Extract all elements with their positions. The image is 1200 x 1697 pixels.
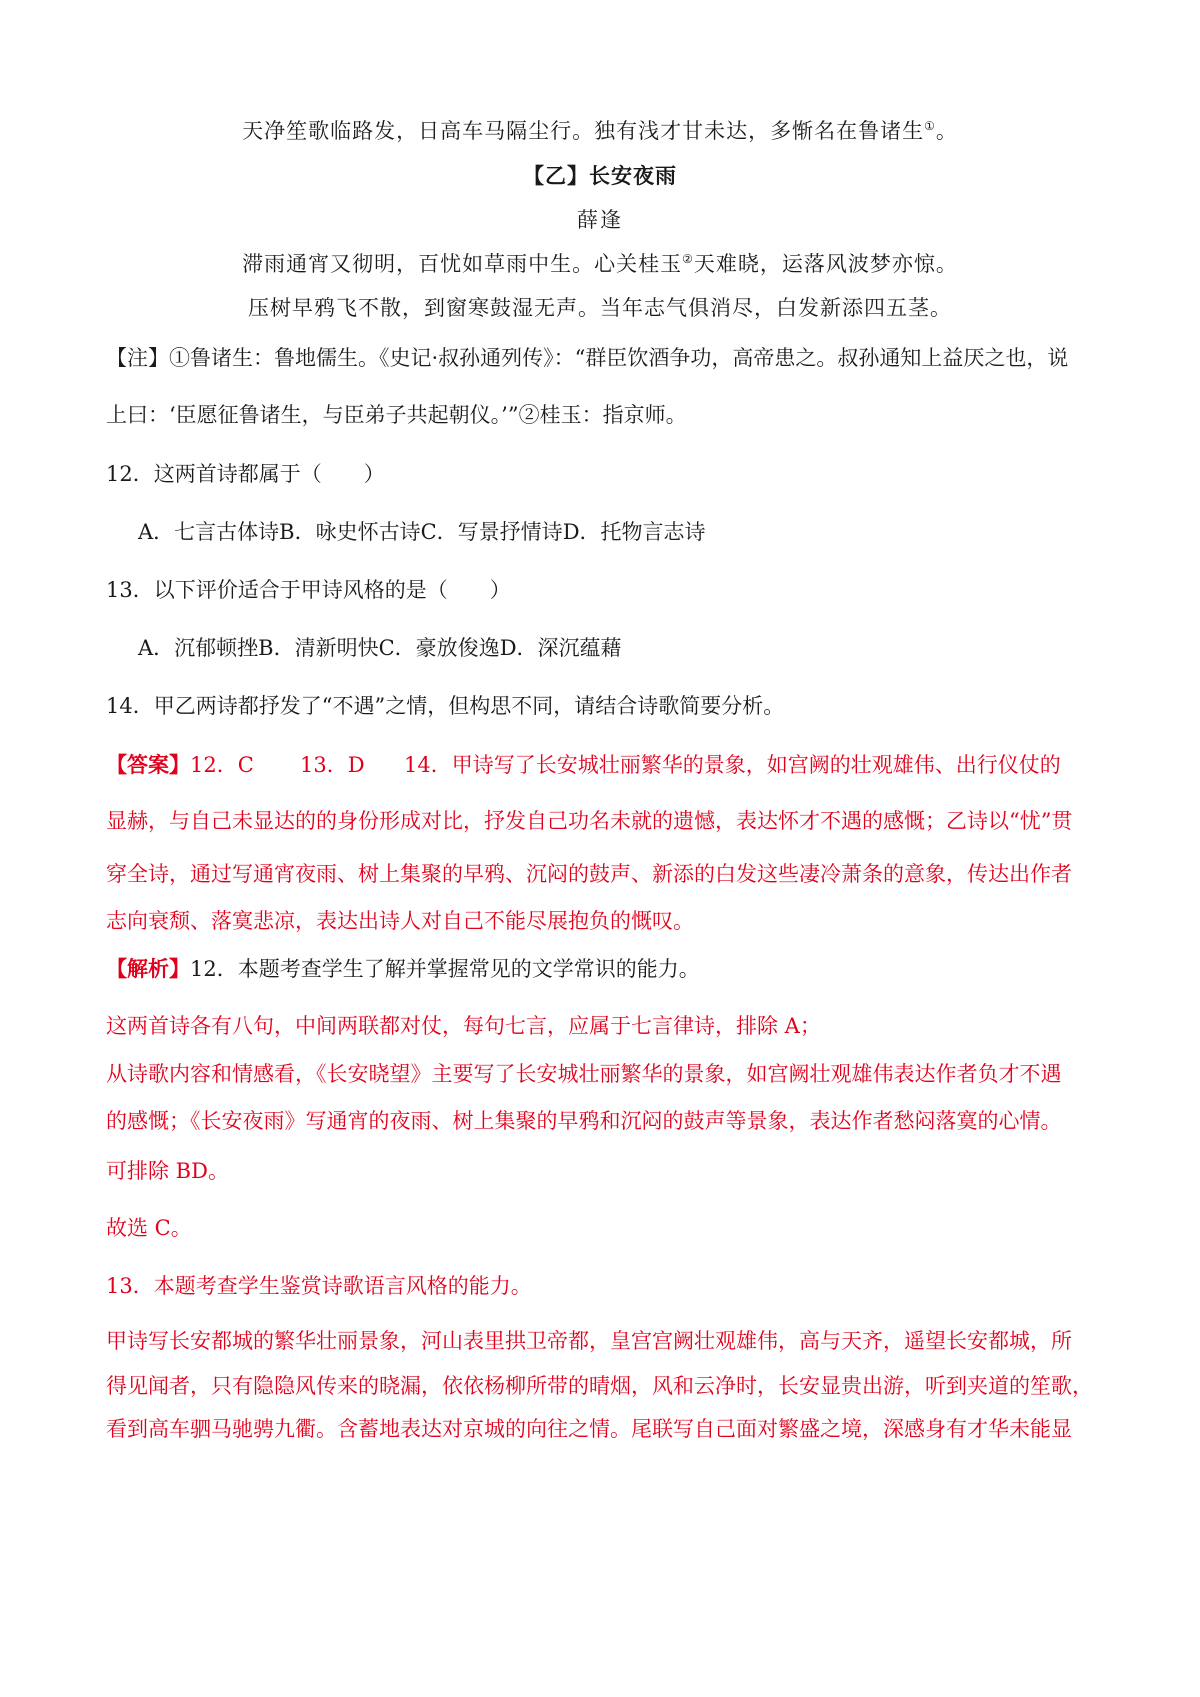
answer-line2: 显赫，与自己未显达的的身份形成对比，抒发自己功名未就的遗憾，表达怀才不遇的感慨；乙诗以“忧”贯 [106, 809, 1073, 833]
q13-option-d: D．深沉蕴藉 [499, 636, 622, 660]
answer-13: 13．D [300, 753, 365, 777]
poem-jia-last-line: 天净笙歌临路发，日高车马隔尘行。独有浅才甘未达，多惭名在鲁诸生①。 [242, 119, 958, 143]
analysis-line10: 看到高车驷马驰骋九衢。含蓄地表达对京城的向往之情。尾联写自己面对繁盛之境，深感身有才华未能显 [106, 1417, 1072, 1441]
question-13-stem: 13．以下评价适合于甲诗风格的是（ ） [106, 578, 511, 602]
poem-yi-line1-b: 天难晓，运落风波梦亦惊。 [693, 252, 958, 276]
answer-label: 【答案】 [106, 752, 190, 777]
q12-option-a: A．七言古体诗 [138, 520, 280, 544]
question-13-options [138, 632, 622, 662]
question-12-stem: 12．这两首诗都属于（ ） [106, 462, 385, 486]
poem-yi-title: 【乙】长安夜雨 [523, 163, 677, 188]
question-14-stem: 14．甲乙两诗都抒发了“不遇”之情，但构思不同，请结合诗歌简要分析。 [106, 694, 785, 718]
poem-jia-text: 天净笙歌临路发，日高车马隔尘行。独有浅才甘未达，多惭名在鲁诸生 [242, 119, 925, 143]
footnote-marker: ② [682, 252, 694, 266]
q13-option-a: A．沉郁顿挫 [138, 636, 259, 660]
footnote-marker: ① [924, 119, 936, 133]
analysis-12-intro: 12．本题考查学生了解并掌握常见的文学常识的能力。 [190, 957, 700, 981]
poem-yi-line1 [0, 248, 1200, 278]
answer-12: 12．C [190, 753, 254, 777]
poem-yi-line1-a: 滞雨通宵又彻明，百忧如草雨中生。心关桂玉 [242, 252, 683, 276]
analysis-line3: 从诗歌内容和情感看，《长安晓望》主要写了长安城壮丽繁华的景象，如宫阙壮观雄伟表达作者负才不遇 [106, 1062, 1062, 1086]
q12-option-b: B．咏史怀古诗 [279, 520, 421, 544]
notes-line2: 上曰：‘臣愿征鲁诸生，与臣弟子共起朝仪。’”②桂玉：指京师。 [106, 403, 687, 427]
q13-option-b: B．清新明快 [258, 636, 379, 660]
analysis-label: 【解析】 [106, 956, 190, 981]
analysis-line2: 这两首诗各有八句，中间两联都对仗，每句七言，应属于七言律诗，排除 A； [106, 1014, 821, 1038]
answer-line4: 志向衰颓、落寞悲凉，表达出诗人对自己不能尽展抱负的慨叹。 [106, 909, 694, 933]
q13-option-c: C．豪放俊逸 [378, 636, 500, 660]
analysis-line9: 得见闻者，只有隐隐风传来的晓漏，依依杨柳所带的晴烟，风和云净时，长安显贵出游，听到夹道的笙歌， [106, 1374, 1093, 1398]
answer-line3: 穿全诗，通过写通宵夜雨、树上集聚的早鸦、沉闷的鼓声、新添的白发这些凄冷萧条的意象，传达出作者 [106, 862, 1072, 886]
analysis-line7: 13．本题考查学生鉴赏诗歌语言风格的能力。 [106, 1274, 532, 1298]
analysis-line4: 的感慨；《长安夜雨》写通宵的夜雨、树上集聚的早鸦和沉闷的鼓声等景象，表达作者愁闷落寞的心情。 [106, 1109, 1062, 1133]
notes-line1: 【注】①鲁诸生：鲁地儒生。《史记·叔孙通列传》：“群臣饮酒争功，高帝患之。叔孙通知上益厌之也，说 [106, 346, 1069, 370]
q12-option-d: D．托物言志诗 [562, 520, 706, 544]
answer-line1 [106, 749, 1061, 779]
poem-yi-author: 薛逢 [577, 208, 623, 232]
analysis-line5: 可排除 BD。 [106, 1159, 229, 1183]
q12-option-c: C．写景抒情诗 [420, 520, 563, 544]
analysis-line1 [106, 953, 700, 983]
analysis-line8: 甲诗写长安都城的繁华壮丽景象，河山表里拱卫帝都，皇宫宫阙壮观雄伟，高与天齐，遥望长安都城，所 [106, 1329, 1072, 1353]
question-12-options [138, 516, 706, 546]
analysis-line6: 故选 C。 [106, 1216, 192, 1240]
answer-14-start: 14．甲诗写了长安城壮丽繁华的景象，如宫阙的壮观雄伟、出行仪仗的 [404, 753, 1061, 777]
poem-yi-line2: 压树早鸦飞不散，到窗寒鼓湿无声。当年志气俱消尽，白发新添四五茎。 [248, 296, 952, 320]
